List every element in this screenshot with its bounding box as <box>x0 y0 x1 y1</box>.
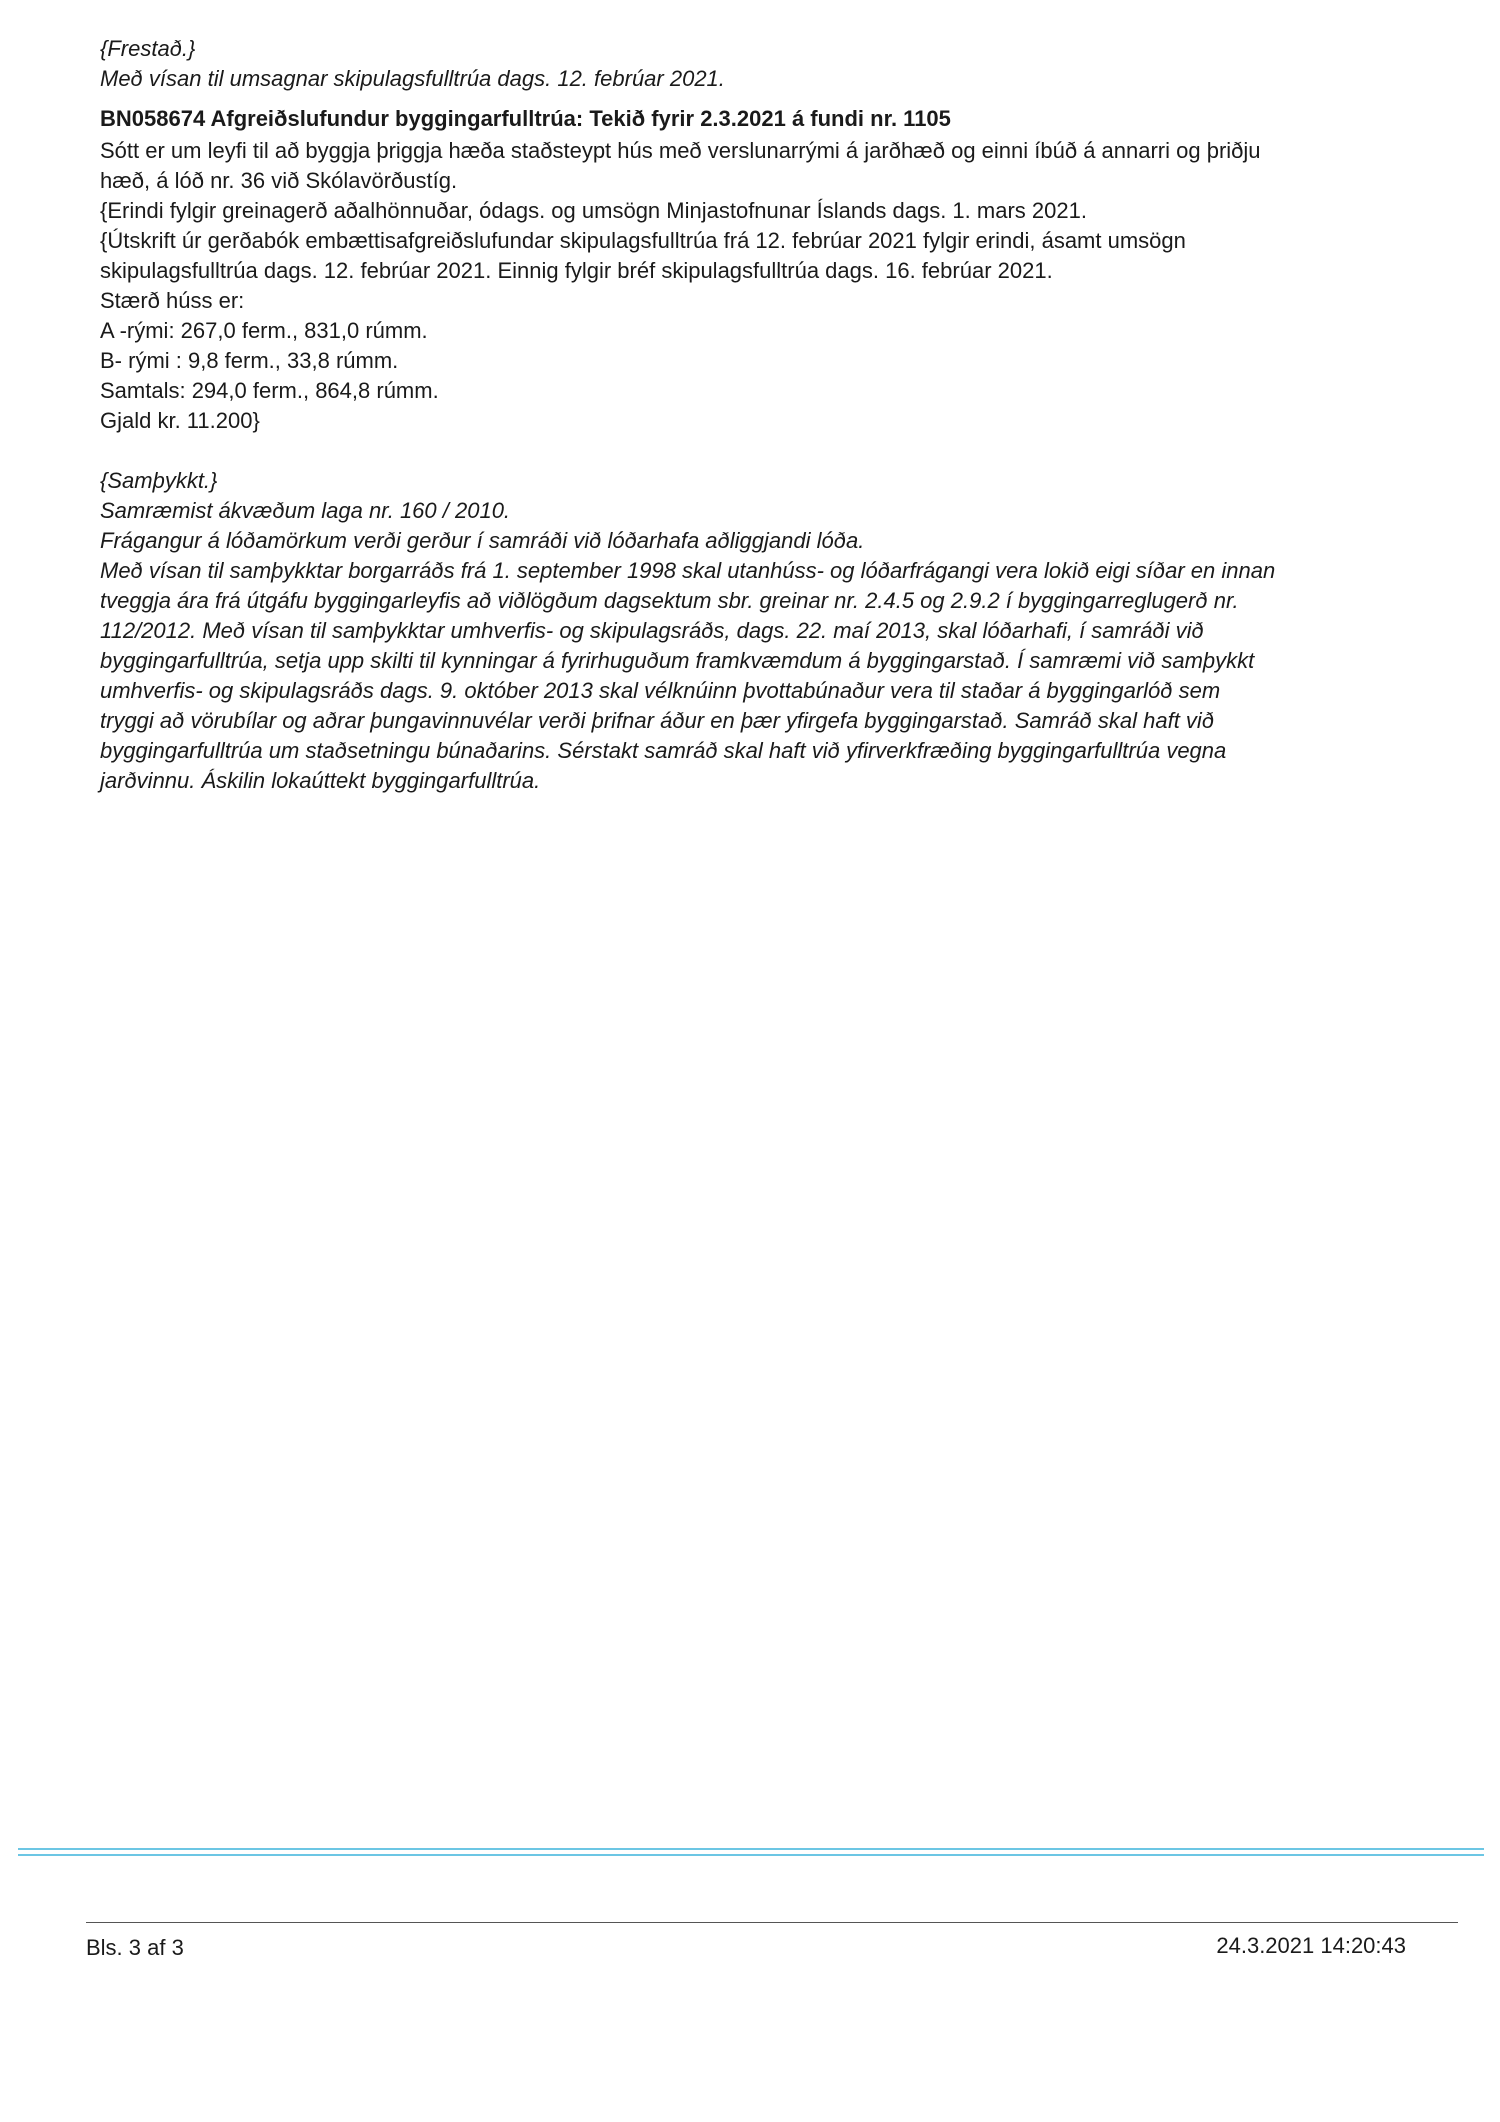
decision-line: jarðvinnu. Áskilin lokaúttekt byggingarfulltrúa. <box>100 768 541 793</box>
spacer <box>100 436 1450 466</box>
case-line: Stærð húss er: <box>100 288 245 313</box>
case-line: Gjald kr. 11.200} <box>100 408 260 433</box>
footer-double-rule <box>18 1848 1484 1856</box>
postponed-reference: Með vísan til umsagnar skipulagsfulltrúa dags. 12. febrúar 2021. <box>100 66 725 91</box>
footer-divider <box>86 1922 1458 1923</box>
case-line: hæð, á lóð nr. 36 við Skólavörðustíg. <box>100 168 458 193</box>
decision-line: tryggi að vörubílar og aðrar þungavinnuvélar verði þrifnar áður en þær yfirgefa byggingarstað. Samráð skal haft við <box>100 708 1215 733</box>
approved-status: {Samþykkt.} <box>100 468 218 493</box>
decision-line: umhverfis- og skipulagsráðs dags. 9. október 2013 skal vélknúinn þvottabúnaður vera til staðar á byggingarlóð sem <box>100 678 1221 703</box>
decision-line: tveggja ára frá útgáfu byggingarleyfis að viðlögðum dagsektum sbr. greinar nr. 2.4.5 og 2.9.2 í byggingarreglugerð nr. <box>100 588 1239 613</box>
decision-line: byggingarfulltrúa, setja upp skilti til kynningar á fyrirhuguðum framkvæmdum á byggingarstað. Í samræmi við samþykkt <box>100 648 1255 673</box>
decision-line: 112/2012. Með vísan til samþykktar umhverfis- og skipulagsráðs, dags. 22. maí 2013, skal lóðarhafi, í samráði við <box>100 618 1204 643</box>
decision-line: byggingarfulltrúa um staðsetningu búnaðarins. Sérstakt samráð skal haft við yfirverkfræðing byggingarfulltrúa vegna <box>100 738 1227 763</box>
case-line: Sótt er um leyfi til að byggja þriggja hæða staðsteypt hús með verslunarrými á jarðhæð og einni íbúð á annarri og þriðju <box>100 138 1261 163</box>
case-line: {Erindi fylgir greinagerð aðalhönnuðar, ódags. og umsögn Minjastofnunar Íslands dags. 1. mars 2021. <box>100 198 1087 223</box>
postponed-status: {Frestað.} <box>100 36 196 61</box>
case-line: {Útskrift úr gerðabók embættisafgreiðslufundar skipulagsfulltrúa frá 12. febrúar 2021 fylgir erindi, ásamt umsögn <box>100 228 1186 253</box>
decision-conditions <box>100 496 1450 796</box>
case-line: skipulagsfulltrúa dags. 12. febrúar 2021. Einnig fylgir bréf skipulagsfulltrúa dags. 16. febrúar 2021. <box>100 258 1053 283</box>
document-body <box>100 34 1450 796</box>
case-description <box>100 136 1450 436</box>
print-timestamp: 24.3.2021 14:20:43 <box>1216 1933 1406 1958</box>
case-line: B- rými : 9,8 ferm., 33,8 rúmm. <box>100 348 399 373</box>
decision-line: Með vísan til samþykktar borgarráðs frá 1. september 1998 skal utanhúss- og lóðarfrágangi vera lokið eigi síðar en innan <box>100 558 1276 583</box>
decision-line: Frágangur á lóðamörkum verði gerður í samráði við lóðarhafa aðliggjandi lóða. <box>100 528 865 553</box>
case-line: Samtals: 294,0 ferm., 864,8 rúmm. <box>100 378 439 403</box>
page-number: Bls. 3 af 3 <box>86 1935 184 1960</box>
case-heading: BN058674 Afgreiðslufundur byggingarfulltrúa: Tekið fyrir 2.3.2021 á fundi nr. 1105 <box>100 106 951 131</box>
decision-line: Samræmist ákvæðum laga nr. 160 / 2010. <box>100 498 511 523</box>
case-line: A -rými: 267,0 ferm., 831,0 rúmm. <box>100 318 428 343</box>
